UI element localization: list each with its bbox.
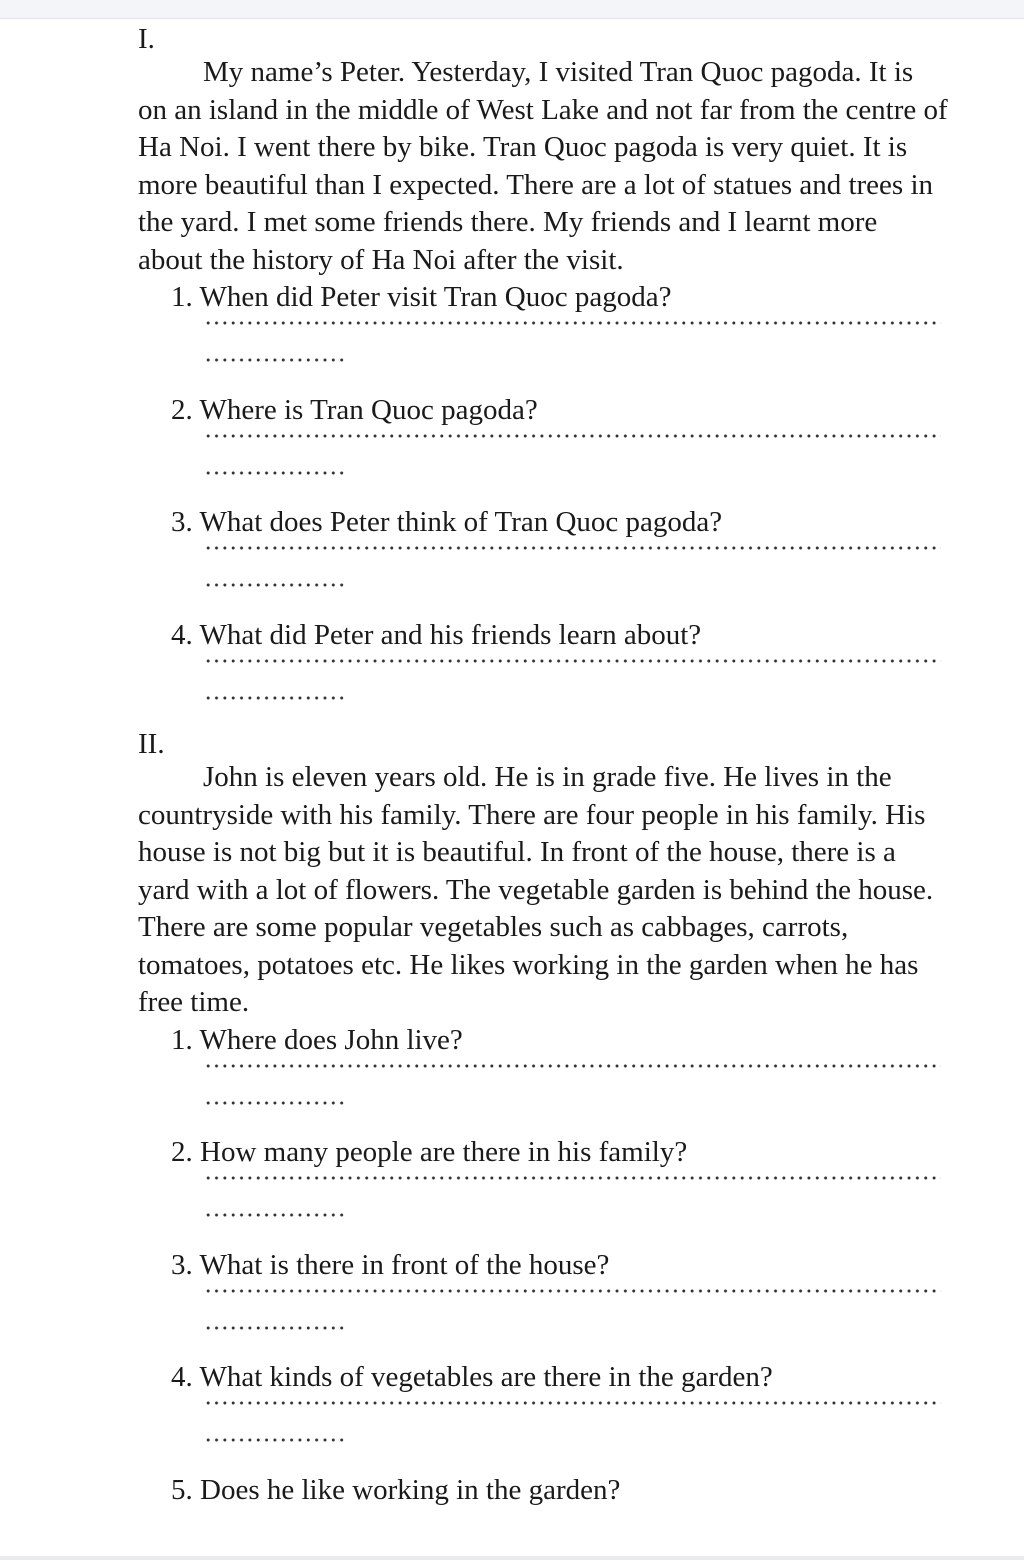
question-text: 1. Where does John live? xyxy=(171,1023,463,1056)
answer-line-continuation[interactable] xyxy=(204,470,347,476)
section-2-questions xyxy=(138,1022,948,1512)
question-text: 3. What does Peter think of Tran Quoc pagoda? xyxy=(171,506,723,538)
answer-line[interactable] xyxy=(204,1063,941,1069)
answer-line[interactable] xyxy=(204,658,941,664)
top-toolbar-strip xyxy=(0,0,1024,19)
answer-line[interactable] xyxy=(204,1400,941,1406)
question-item xyxy=(138,1247,948,1360)
bottom-edge-strip xyxy=(0,1556,1024,1560)
answer-line-continuation[interactable] xyxy=(204,1437,347,1443)
answer-line-continuation[interactable] xyxy=(204,357,347,363)
section-2-passage: John is eleven years old. He is in grade five. He lives in the countryside with his family. There are four people in his family. His house is not big but it is beautiful. In front of the house, there is a yard with a lot of flowers. The vegetable garden is behind the house. There are some popular vegetables such as cabbages, carrots, tomatoes, potatoes etc. He likes working in the garden when he has free time. xyxy=(138,761,934,1018)
question-text: 4. What kinds of vegetables are there in the garden? xyxy=(171,1361,773,1393)
answer-line-continuation[interactable] xyxy=(204,1325,347,1331)
question-item xyxy=(138,1472,948,1512)
section-2 xyxy=(138,729,948,1512)
question-text: 2. Where is Tran Quoc pagoda? xyxy=(171,393,538,426)
worksheet-page xyxy=(138,24,948,1512)
question-text: 5. Does he like working in the garden? xyxy=(171,1473,621,1506)
answer-line-continuation[interactable] xyxy=(204,1212,347,1218)
question-item xyxy=(138,504,948,617)
answer-line[interactable] xyxy=(204,433,941,439)
answer-line-continuation[interactable] xyxy=(204,582,347,588)
answer-line[interactable] xyxy=(204,320,941,326)
question-text: 1. When did Peter visit Tran Quoc pagoda? xyxy=(171,281,672,313)
question-item xyxy=(138,1022,948,1135)
question-item xyxy=(138,617,948,730)
question-text: 4. What did Peter and his friends learn about? xyxy=(171,618,702,651)
question-text: 3. What is there in front of the house? xyxy=(171,1248,610,1281)
section-1-label: I. xyxy=(138,23,155,55)
question-item xyxy=(138,1134,948,1247)
section-1-questions xyxy=(138,279,948,729)
question-item xyxy=(138,392,948,505)
question-item xyxy=(138,279,948,392)
section-1 xyxy=(138,24,948,729)
section-2-label: II. xyxy=(138,728,165,760)
answer-line[interactable] xyxy=(204,1175,941,1181)
answer-line-continuation[interactable] xyxy=(204,695,347,701)
answer-line[interactable] xyxy=(204,1288,941,1294)
question-text: 2. How many people are there in his family? xyxy=(171,1136,688,1168)
answer-line-continuation[interactable] xyxy=(204,1100,347,1106)
answer-line[interactable] xyxy=(204,545,941,551)
question-item xyxy=(138,1359,948,1472)
section-1-passage: My name’s Peter. Yesterday, I visited Tran Quoc pagoda. It is on an island in the middle of West Lake and not far from the centre of Ha Noi. I went there by bike. Tran Quoc pagoda is very quiet. It is more beautiful than I expected. There are a lot of statues and trees in the yard. I met some friends there. My friends and I learnt more about the history of Ha Noi after the visit. xyxy=(138,56,948,276)
